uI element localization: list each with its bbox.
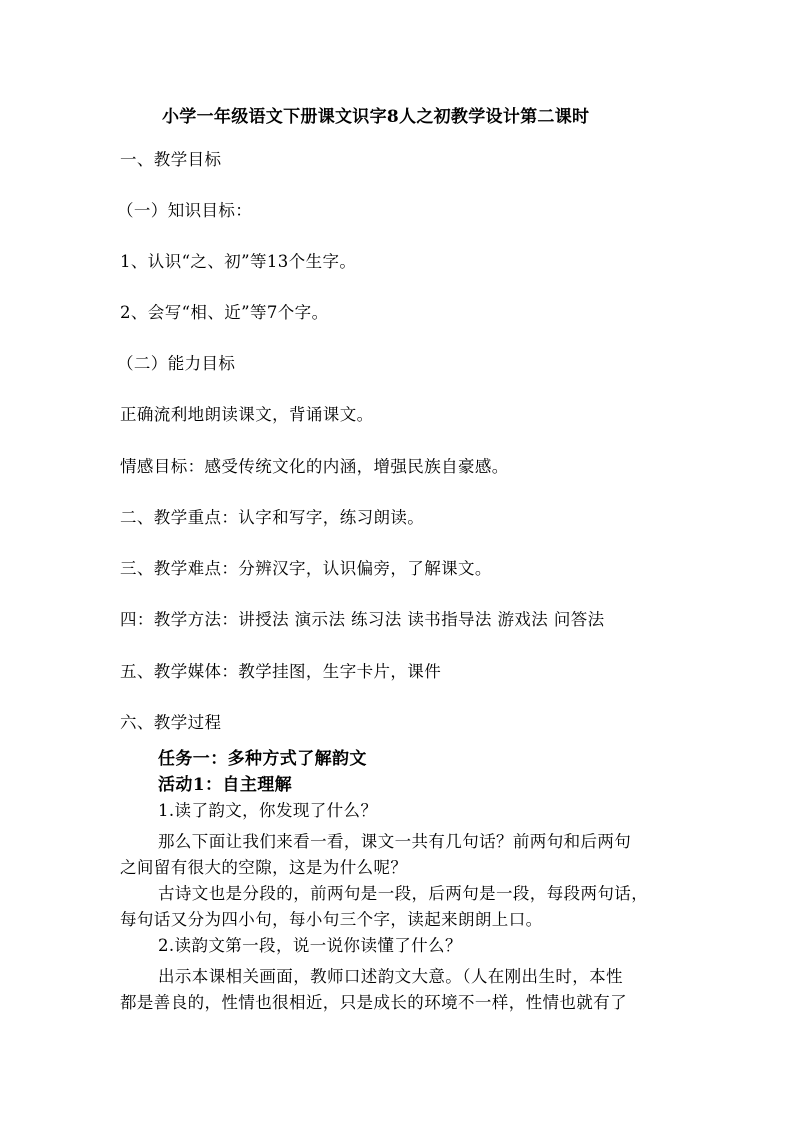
- paragraph-2-line-2: 每句话又分为四小句，每小句三个字，读起来朗朗上口。: [120, 910, 543, 929]
- knowledge-item-2: 2、会写“相、近”等7个字。: [120, 303, 329, 322]
- paragraph-2-line-1: 古诗文也是分段的，前两句是一段，后两句是一段，每段两句话，: [158, 884, 649, 903]
- task-heading: 任务一：多种方式了解韵文: [158, 749, 367, 769]
- emotion-objective-text: 情感目标：感受传统文化的内涵，增强民族自豪感。: [120, 457, 509, 476]
- knowledge-item-1: 1、认识“之、初”等13个生字。: [120, 252, 357, 271]
- subheading-ability-objectives: （二）能力目标: [117, 354, 236, 373]
- section-media: 五、教学媒体：教学挂图，生字卡片，课件: [120, 662, 442, 681]
- section-heading-objectives: 一、教学目标: [120, 150, 222, 169]
- activity-heading: 活动1：自主理解: [158, 775, 293, 795]
- question-1: 1.读了韵文，你发现了什么？: [158, 801, 378, 820]
- paragraph-1-line-2: 之间留有很大的空隙，这是为什么呢？: [120, 858, 408, 877]
- document-title: 小学一年级语文下册课文识字8人之初教学设计第二课时: [162, 107, 590, 127]
- section-key-points: 二、教学重点：认字和写字，练习朗读。: [120, 508, 425, 527]
- section-difficulties: 三、教学难点：分辨汉字，认识偏旁，了解课文。: [120, 559, 492, 578]
- paragraph-3-line-1: 出示本课相关画面，教师口述韵文大意。（人在刚出生时，本性: [158, 967, 623, 986]
- paragraph-1-line-1: 那么下面让我们来看一看，课文一共有几句话？前两句和后两句: [158, 832, 632, 851]
- paragraph-3-line-2: 都是善良的，性情也很相近，只是成长的环境不一样，性情也就有了: [120, 993, 627, 1012]
- subheading-knowledge-objectives: （一）知识目标：: [117, 201, 253, 220]
- section-process: 六、教学过程: [120, 713, 222, 732]
- ability-objective-text: 正确流利地朗读课文，背诵课文。: [120, 405, 374, 424]
- section-methods: 四：教学方法：讲授法 演示法 练习法 读书指导法 游戏法 问答法: [120, 610, 605, 629]
- question-2: 2.读韵文第一段，说一说你读懂了什么？: [158, 936, 462, 955]
